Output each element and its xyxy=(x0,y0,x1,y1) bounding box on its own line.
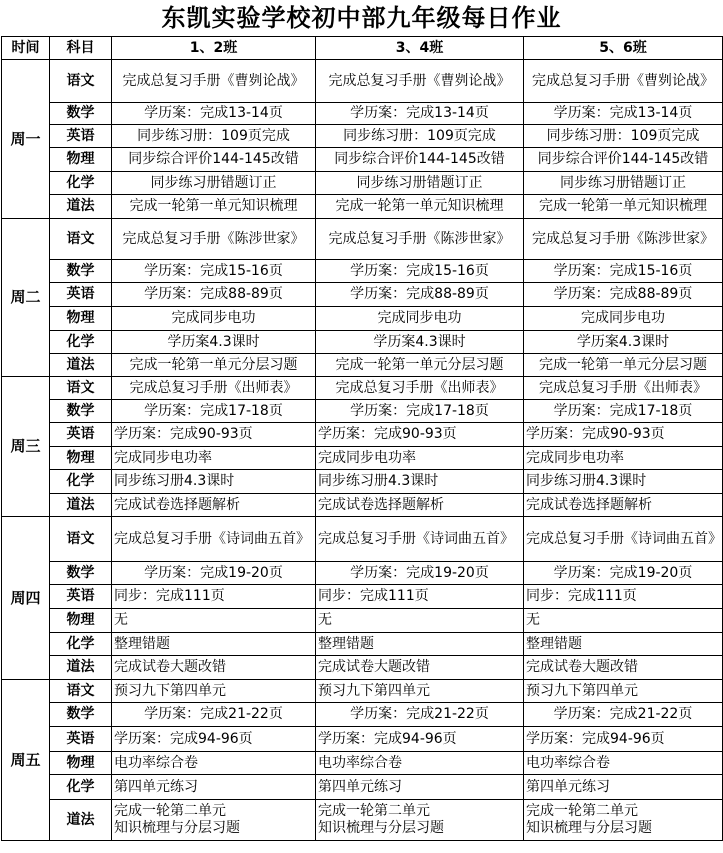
homework-cell: 同步综合评价144-145改错 xyxy=(524,148,723,172)
homework-cell: 完成同步电功 xyxy=(316,307,524,331)
subject-label: 语文 xyxy=(50,219,112,260)
table-row xyxy=(2,400,723,423)
subject-label: 道法 xyxy=(50,494,112,517)
table-row xyxy=(2,260,723,283)
homework-cell: 完成一轮第一单元分层习题 xyxy=(316,354,524,377)
table-row xyxy=(2,307,723,331)
subject-label: 化学 xyxy=(50,775,112,800)
table-row xyxy=(2,423,723,447)
table-row xyxy=(2,195,723,219)
homework-cell: 学历案：完成21-22页 xyxy=(112,703,316,727)
homework-cell: 同步：完成111页 xyxy=(112,585,316,609)
day-label: 周三 xyxy=(2,377,50,517)
homework-cell: 完成一轮第一单元分层习题 xyxy=(112,354,316,377)
homework-cell: 整理错题 xyxy=(524,633,723,656)
homework-cell: 同步练习册4.3课时 xyxy=(112,470,316,494)
homework-cell: 同步练习册错题订正 xyxy=(112,172,316,195)
subject-label: 数学 xyxy=(50,260,112,283)
subject-label: 化学 xyxy=(50,172,112,195)
header-subject: 科目 xyxy=(50,37,112,60)
homework-cell: 学历案：完成13-14页 xyxy=(112,103,316,125)
table-row xyxy=(2,354,723,377)
table-row xyxy=(2,494,723,517)
homework-cell: 学历案：完成17-18页 xyxy=(112,400,316,423)
homework-cell: 同步练习册：109页完成 xyxy=(316,125,524,148)
homework-cell: 完成总复习手册《陈涉世家》 xyxy=(112,219,316,260)
homework-cell: 完成总复习手册《曹刿论战》 xyxy=(112,60,316,103)
day-label: 周二 xyxy=(2,219,50,377)
homework-cell: 预习九下第四单元 xyxy=(524,680,723,703)
table-row xyxy=(2,148,723,172)
homework-cell: 同步练习册4.3课时 xyxy=(316,470,524,494)
subject-label: 英语 xyxy=(50,283,112,307)
day-label: 周一 xyxy=(2,60,50,219)
homework-cell: 学历案：完成19-20页 xyxy=(316,562,524,585)
header-time: 时间 xyxy=(2,37,50,60)
homework-cell: 预习九下第四单元 xyxy=(112,680,316,703)
table-row xyxy=(2,752,723,775)
subject-label: 数学 xyxy=(50,103,112,125)
subject-label: 物理 xyxy=(50,447,112,470)
homework-cell: 同步练习册错题订正 xyxy=(524,172,723,195)
homework-cell: 学历案：完成90-93页 xyxy=(112,423,316,447)
homework-cell: 完成试卷大题改错 xyxy=(524,656,723,680)
homework-cell: 完成总复习手册《陈涉世家》 xyxy=(524,219,723,260)
homework-cell: 完成试卷选择题解析 xyxy=(316,494,524,517)
subject-label: 数学 xyxy=(50,400,112,423)
homework-cell: 学历案：完成94-96页 xyxy=(112,727,316,752)
homework-cell: 同步练习册：109页完成 xyxy=(524,125,723,148)
homework-cell: 第四单元练习 xyxy=(524,775,723,800)
homework-cell: 学历案：完成94-96页 xyxy=(524,727,723,752)
homework-cell: 同步练习册：109页完成 xyxy=(112,125,316,148)
homework-cell: 学历案：完成90-93页 xyxy=(524,423,723,447)
homework-cell: 电功率综合卷 xyxy=(524,752,723,775)
homework-cell: 电功率综合卷 xyxy=(112,752,316,775)
table-row xyxy=(2,470,723,494)
homework-cell: 同步练习册错题订正 xyxy=(316,172,524,195)
homework-cell: 完成一轮第一单元知识梳理 xyxy=(524,195,723,219)
table-row xyxy=(2,219,723,260)
homework-cell: 完成同步电功率 xyxy=(316,447,524,470)
table-row xyxy=(2,800,723,841)
subject-label: 化学 xyxy=(50,470,112,494)
homework-cell: 完成一轮第二单元 知识梳理与分层习题 xyxy=(316,800,524,841)
subject-label: 道法 xyxy=(50,354,112,377)
table-row xyxy=(2,172,723,195)
table-row xyxy=(2,775,723,800)
homework-cell: 学历案：完成17-18页 xyxy=(524,400,723,423)
homework-cell: 整理错题 xyxy=(112,633,316,656)
homework-cell: 学历案：完成15-16页 xyxy=(524,260,723,283)
homework-cell: 学历案：完成19-20页 xyxy=(112,562,316,585)
homework-cell: 完成总复习手册《诗词曲五首》 xyxy=(524,517,723,562)
table-row xyxy=(2,633,723,656)
homework-cell: 学历案4.3课时 xyxy=(112,331,316,354)
table-row xyxy=(2,103,723,125)
homework-cell: 学历案：完成21-22页 xyxy=(524,703,723,727)
homework-cell: 学历案4.3课时 xyxy=(524,331,723,354)
table-row xyxy=(2,447,723,470)
page-title: 东凯实验学校初中部九年级每日作业 xyxy=(161,3,562,32)
subject-label: 物理 xyxy=(50,752,112,775)
homework-cell: 学历案：完成13-14页 xyxy=(316,103,524,125)
homework-cell: 完成总复习手册《诗词曲五首》 xyxy=(112,517,316,562)
header-row xyxy=(2,37,723,60)
homework-cell: 完成总复习手册《诗词曲五首》 xyxy=(316,517,524,562)
subject-label: 语文 xyxy=(50,680,112,703)
homework-cell: 同步综合评价144-145改错 xyxy=(316,148,524,172)
homework-cell: 学历案：完成15-16页 xyxy=(316,260,524,283)
homework-cell: 完成一轮第二单元 知识梳理与分层习题 xyxy=(524,800,723,841)
homework-cell: 预习九下第四单元 xyxy=(316,680,524,703)
homework-cell: 第四单元练习 xyxy=(316,775,524,800)
subject-label: 数学 xyxy=(50,703,112,727)
homework-cell: 无 xyxy=(316,609,524,633)
homework-cell: 完成总复习手册《陈涉世家》 xyxy=(316,219,524,260)
homework-cell: 同步：完成111页 xyxy=(524,585,723,609)
table-row xyxy=(2,125,723,148)
table-row xyxy=(2,609,723,633)
homework-cell: 完成试卷大题改错 xyxy=(112,656,316,680)
homework-cell: 学历案：完成17-18页 xyxy=(316,400,524,423)
header-class-5-6: 5、6班 xyxy=(524,37,723,60)
table-body xyxy=(2,60,723,841)
homework-table xyxy=(1,36,723,841)
homework-cell: 完成试卷选择题解析 xyxy=(112,494,316,517)
subject-label: 道法 xyxy=(50,195,112,219)
subject-label: 化学 xyxy=(50,331,112,354)
table-row xyxy=(2,680,723,703)
subject-label: 物理 xyxy=(50,307,112,331)
homework-cell: 学历案：完成88-89页 xyxy=(524,283,723,307)
homework-cell: 无 xyxy=(112,609,316,633)
homework-cell: 第四单元练习 xyxy=(112,775,316,800)
subject-label: 英语 xyxy=(50,423,112,447)
day-label: 周五 xyxy=(2,680,50,841)
homework-cell: 完成一轮第二单元 知识梳理与分层习题 xyxy=(112,800,316,841)
homework-cell: 学历案：完成88-89页 xyxy=(316,283,524,307)
subject-label: 道法 xyxy=(50,656,112,680)
table-row xyxy=(2,377,723,400)
subject-label: 英语 xyxy=(50,585,112,609)
table-row xyxy=(2,562,723,585)
homework-cell: 学历案：完成21-22页 xyxy=(316,703,524,727)
table-row xyxy=(2,517,723,562)
homework-cell: 完成总复习手册《曹刿论战》 xyxy=(524,60,723,103)
table-row xyxy=(2,585,723,609)
homework-cell: 学历案：完成88-89页 xyxy=(112,283,316,307)
subject-label: 化学 xyxy=(50,633,112,656)
table-row xyxy=(2,331,723,354)
table-row xyxy=(2,283,723,307)
homework-cell: 同步练习册4.3课时 xyxy=(524,470,723,494)
homework-cell: 同步综合评价144-145改错 xyxy=(112,148,316,172)
homework-cell: 完成一轮第一单元知识梳理 xyxy=(112,195,316,219)
homework-cell: 无 xyxy=(524,609,723,633)
table-row xyxy=(2,656,723,680)
homework-cell: 学历案：完成15-16页 xyxy=(112,260,316,283)
homework-cell: 完成总复习手册《曹刿论战》 xyxy=(316,60,524,103)
homework-cell: 学历案：完成90-93页 xyxy=(316,423,524,447)
homework-cell: 完成总复习手册《出师表》 xyxy=(112,377,316,400)
subject-label: 道法 xyxy=(50,800,112,841)
homework-cell: 同步：完成111页 xyxy=(316,585,524,609)
homework-cell: 整理错题 xyxy=(316,633,524,656)
table-row xyxy=(2,703,723,727)
homework-cell: 完成总复习手册《出师表》 xyxy=(316,377,524,400)
subject-label: 英语 xyxy=(50,125,112,148)
subject-label: 数学 xyxy=(50,562,112,585)
header-class-3-4: 3、4班 xyxy=(316,37,524,60)
homework-cell: 学历案4.3课时 xyxy=(316,331,524,354)
subject-label: 英语 xyxy=(50,727,112,752)
homework-cell: 完成试卷大题改错 xyxy=(316,656,524,680)
header-class-1-2: 1、2班 xyxy=(112,37,316,60)
homework-cell: 学历案：完成19-20页 xyxy=(524,562,723,585)
homework-cell: 完成同步电功率 xyxy=(524,447,723,470)
table-row xyxy=(2,60,723,103)
subject-label: 语文 xyxy=(50,377,112,400)
day-label: 周四 xyxy=(2,517,50,680)
subject-label: 语文 xyxy=(50,517,112,562)
subject-label: 物理 xyxy=(50,609,112,633)
homework-cell: 完成一轮第一单元知识梳理 xyxy=(316,195,524,219)
table-row xyxy=(2,727,723,752)
homework-cell: 完成同步电功率 xyxy=(112,447,316,470)
homework-cell: 学历案：完成13-14页 xyxy=(524,103,723,125)
homework-cell: 完成试卷选择题解析 xyxy=(524,494,723,517)
subject-label: 语文 xyxy=(50,60,112,103)
homework-cell: 学历案：完成94-96页 xyxy=(316,727,524,752)
subject-label: 物理 xyxy=(50,148,112,172)
homework-cell: 完成同步电功 xyxy=(524,307,723,331)
homework-cell: 电功率综合卷 xyxy=(316,752,524,775)
homework-cell: 完成同步电功 xyxy=(112,307,316,331)
homework-cell: 完成总复习手册《出师表》 xyxy=(524,377,723,400)
homework-cell: 完成一轮第一单元分层习题 xyxy=(524,354,723,377)
